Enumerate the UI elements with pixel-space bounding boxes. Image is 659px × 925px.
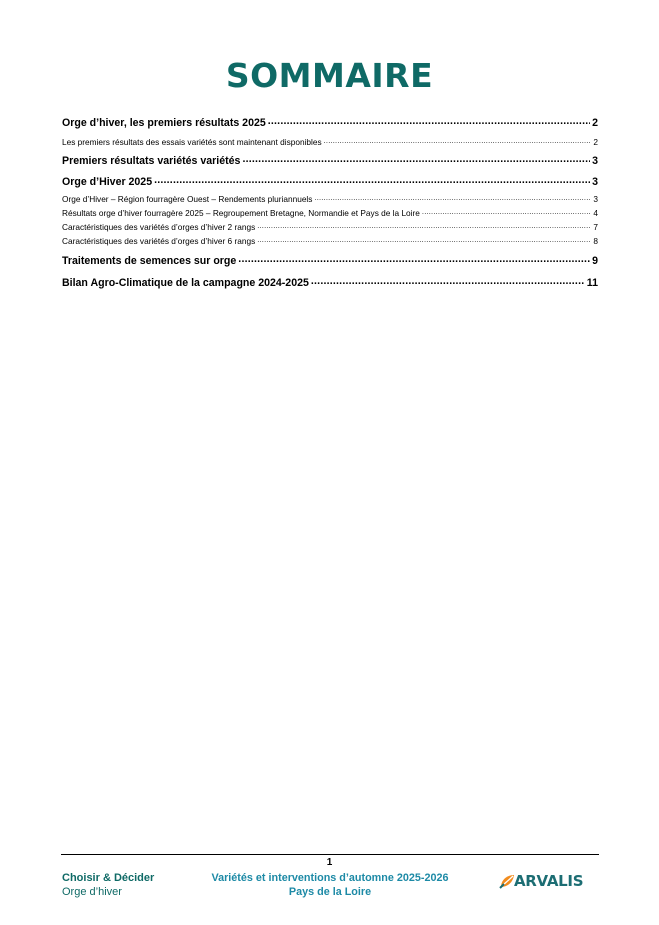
table-of-contents — [62, 117, 598, 292]
toc-entry[interactable] — [62, 137, 598, 149]
page-title: SOMMAIRE — [225, 56, 434, 95]
toc-entry-label: Orge d’Hiver – Région fourragère Ouest – Rendements pluriannuels — [62, 194, 313, 204]
toc-entry-page: 8 — [593, 236, 598, 246]
toc-entry-page: 3 — [592, 176, 598, 188]
toc-entry-label: Traitements de semences sur orge — [62, 255, 237, 267]
toc-entry[interactable] — [62, 194, 598, 206]
toc-entry-page: 9 — [592, 255, 598, 267]
toc-entry-page: 3 — [593, 194, 598, 204]
toc-entry-page: 2 — [593, 137, 598, 147]
footer-collection-title: Choisir & Décider — [62, 872, 155, 884]
footer-left — [62, 871, 154, 899]
toc-entry[interactable] — [62, 117, 598, 132]
toc-entry-label: Orge d’hiver, les premiers résultats 2025 — [62, 117, 266, 129]
toc-dot-leader — [238, 253, 590, 265]
toc-dot-leader — [422, 206, 591, 216]
toc-entry-label: Caractéristiques des variétés d’orges d’hiver 6 rangs — [62, 236, 256, 246]
toc-dot-leader — [257, 220, 591, 230]
arvalis-logo — [499, 870, 583, 892]
footer-center — [170, 871, 490, 899]
toc-entry[interactable] — [62, 255, 598, 270]
footer-document-title: Variétés et interventions d’automne 2025-2026 — [211, 872, 449, 884]
toc-dot-leader — [324, 135, 592, 145]
toc-entry-label: Orge d’Hiver 2025 — [62, 176, 153, 188]
toc-dot-leader — [154, 174, 590, 186]
toc-entry[interactable] — [62, 176, 598, 191]
footer-divider — [61, 854, 599, 855]
toc-dot-leader — [311, 275, 585, 287]
toc-entry-label: Résultats orge d’hiver fourragère 2025 – Regroupement Bretagne, Normandie et Pays de la Loire — [62, 208, 420, 218]
page-number: 1 — [326, 857, 333, 868]
toc-entry[interactable] — [62, 277, 598, 292]
toc-dot-leader — [242, 153, 590, 165]
toc-dot-leader — [257, 234, 591, 244]
toc-entry-page: 2 — [592, 117, 598, 129]
footer-region: Pays de la Loire — [288, 886, 372, 898]
toc-entry-page: 3 — [592, 155, 598, 167]
toc-entry-page: 4 — [593, 208, 598, 218]
toc-entry[interactable] — [62, 236, 598, 248]
toc-entry-label: Caractéristiques des variétés d’orges d’hiver 2 rangs — [62, 222, 256, 232]
logo-text: ARVALIS — [514, 872, 584, 890]
toc-entry-page: 7 — [593, 222, 598, 232]
toc-dot-leader — [314, 192, 591, 202]
footer-collection-subtitle: Orge d’hiver — [62, 886, 122, 898]
toc-entry[interactable] — [62, 222, 598, 234]
toc-entry-label: Bilan Agro-Climatique de la campagne 2024-2025 — [62, 277, 309, 289]
toc-dot-leader — [268, 115, 590, 127]
toc-entry[interactable] — [62, 155, 598, 170]
toc-entry-label: Les premiers résultats des essais variétés sont maintenant disponibles — [62, 137, 322, 147]
toc-entry-label: Premiers résultats variétés variétés — [62, 155, 241, 167]
toc-entry-page: 11 — [586, 277, 598, 289]
toc-entry[interactable] — [62, 208, 598, 220]
leaf-icon — [499, 873, 515, 889]
